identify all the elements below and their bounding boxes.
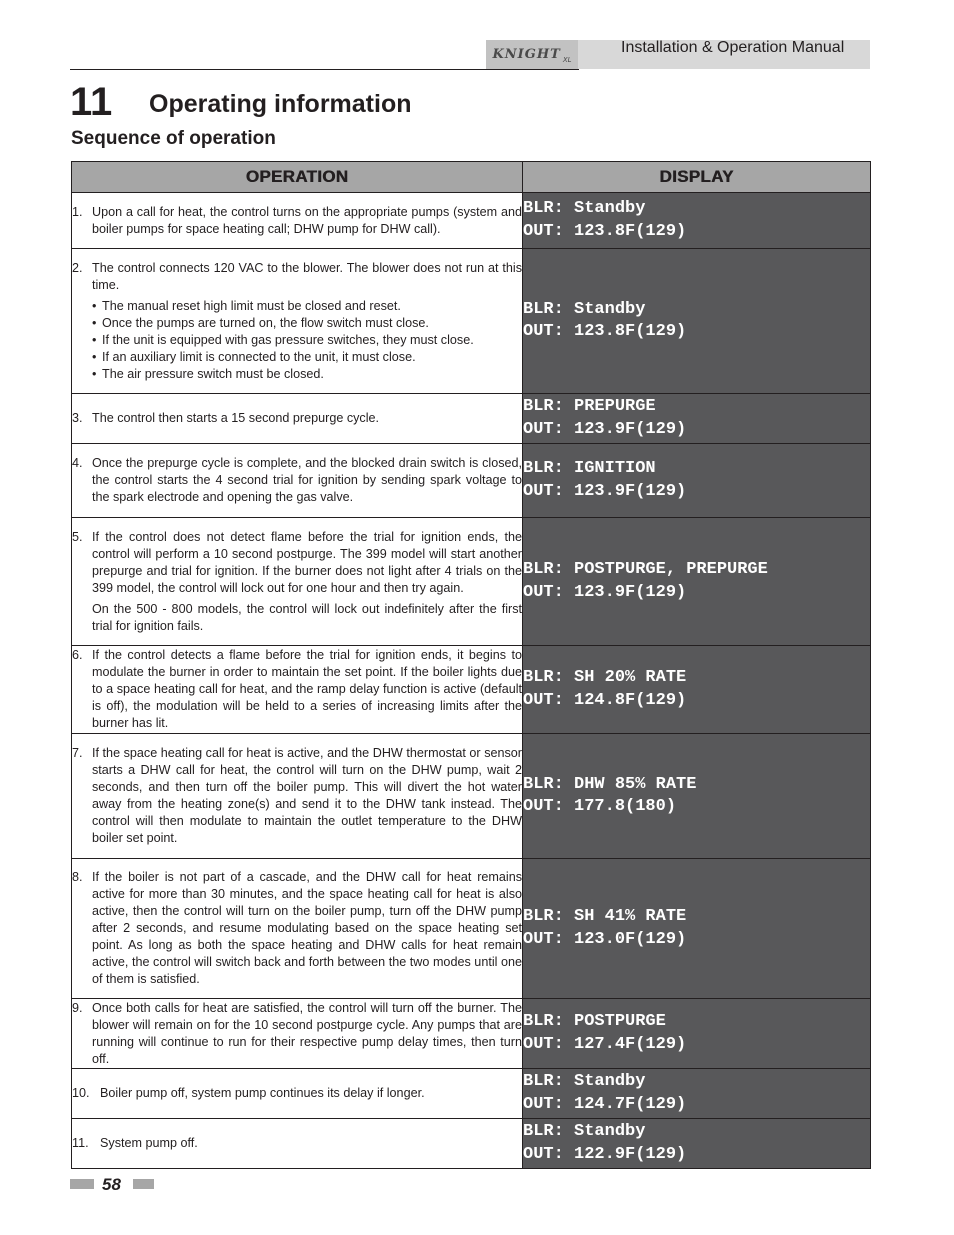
step-number: 7. <box>72 746 83 760</box>
operation-cell <box>72 999 523 1069</box>
display-readout: BLR: Standby OUT: 123.8F(129) <box>523 249 871 394</box>
step-number: 3. <box>72 411 83 425</box>
operation-cell <box>72 518 523 646</box>
display-readout: BLR: Standby OUT: 123.8F(129) <box>523 193 871 249</box>
display-readout: BLR: SH 20% RATE OUT: 124.8F(129) <box>523 646 871 734</box>
display-readout: BLR: SH 41% RATE OUT: 123.0F(129) <box>523 859 871 999</box>
step-number: 10. <box>72 1086 90 1100</box>
operation-cell <box>72 1119 523 1169</box>
page-number: 58 <box>102 1175 121 1194</box>
step-number: 11. <box>72 1136 89 1150</box>
display-readout: BLR: Standby OUT: 124.7F(129) <box>523 1069 871 1119</box>
column-header-display: DISPLAY <box>523 162 871 193</box>
step-text: The control connects 120 VAC to the blower. The blower does not run at this time. <box>92 260 522 292</box>
step-number: 4. <box>72 456 83 470</box>
operation-cell <box>72 1069 523 1119</box>
step-number: 1. <box>72 204 83 219</box>
step-text: Boiler pump off, system pump continues its delay if longer. <box>100 1086 425 1100</box>
table-row <box>72 734 871 859</box>
table-row <box>72 518 871 646</box>
table-row <box>72 193 871 249</box>
list-item: • The manual reset high limit must be closed and reset. <box>92 298 401 313</box>
operation-cell <box>72 444 523 518</box>
table-row <box>72 394 871 444</box>
display-readout: BLR: POSTPURGE OUT: 127.4F(129) <box>523 999 871 1069</box>
step-text: Once the prepurge cycle is complete, and the blocked drain switch is closed, the control starts the 4 second trial for ignition by sending spark voltage to the spark electrode and opening the gas valve. <box>92 456 522 504</box>
table-row <box>72 1119 871 1169</box>
operation-cell <box>72 734 523 859</box>
operation-cell <box>72 193 523 249</box>
header-divider <box>70 69 579 70</box>
section-title: Sequence of operation <box>71 128 276 149</box>
footer-bar-right <box>133 1179 154 1189</box>
display-readout: BLR: Standby OUT: 122.9F(129) <box>523 1119 871 1169</box>
step-text: If the control does not detect flame before the trial for ignition ends, the control will perform a 10 second postpurge. The 399 model will start another prepurge and trial for ignition. If the burner does not light after 4 trials on the 399 model, the control will lock out for one hour and then try again. <box>92 529 522 595</box>
table-row <box>72 646 871 734</box>
step-text: System pump off. <box>100 1136 198 1150</box>
list-item: • Once the pumps are turned on, the flow switch must close. <box>92 315 429 330</box>
step-number: 6. <box>72 648 83 662</box>
list-item: • If the unit is equipped with gas pressure switches, they must close. <box>92 332 474 347</box>
step-note: On the 500 - 800 models, the control will lock out indefinitely after the first trial for ignition fails. <box>92 601 522 633</box>
manual-title: Installation & Operation Manual <box>621 39 845 56</box>
chapter-number: 11 <box>70 80 113 124</box>
display-readout: BLR: DHW 85% RATE OUT: 177.8(180) <box>523 734 871 859</box>
display-readout: BLR: POSTPURGE, PREPURGE OUT: 123.9F(129) <box>523 518 871 646</box>
step-number: 8. <box>72 870 83 884</box>
step-text: If the boiler is not part of a cascade, and the DHW call for heat remains active for more than 30 minutes, and the space heating call for heat is also active, then the control will turn on the boiler pump, turn off the DHW pump after 2 seconds, and resume modulating based on the space heating set point. As long as both the space heating and DHW calls for heat remain active, the control will switch back and forth between the two modes until one of them is satisfied. <box>92 870 522 986</box>
logo-text: KNIGHT <box>492 47 561 62</box>
brand-logo <box>486 40 578 69</box>
operation-cell <box>72 646 523 734</box>
table-row <box>72 999 871 1069</box>
sequence-table <box>71 161 871 1169</box>
display-readout: BLR: PREPURGE OUT: 123.9F(129) <box>523 394 871 444</box>
step-text: The control then starts a 15 second prepurge cycle. <box>92 411 380 425</box>
requirement-list <box>92 298 522 383</box>
logo-subtext: XL <box>562 55 572 64</box>
step-number: 2. <box>72 260 83 275</box>
table-row <box>72 249 871 394</box>
step-text: If the space heating call for heat is active, and the DHW thermostat or sensor starts a DHW call for heat, the control will turn on the DHW pump, wait 2 seconds, and then turn off the boiler pump. This will divert the hot water away from the heating zone(s) and send it to the DHW tank instead. The control will then modulate to maintain the outlet temperature to the DHW boiler set point. <box>92 746 522 845</box>
list-item: • The air pressure switch must be closed. <box>92 366 324 381</box>
operation-cell <box>72 394 523 444</box>
step-number: 9. <box>72 1000 83 1015</box>
step-number: 5. <box>72 529 83 544</box>
chapter-title: Operating information <box>149 90 412 118</box>
display-readout: BLR: IGNITION OUT: 123.9F(129) <box>523 444 871 518</box>
table-row <box>72 1069 871 1119</box>
operation-cell <box>72 249 523 394</box>
table-row <box>72 444 871 518</box>
table-header-row <box>72 162 871 193</box>
table-row <box>72 859 871 999</box>
column-header-operation: OPERATION <box>72 162 523 193</box>
step-text: Once both calls for heat are satisfied, the control will turn off the burner. The blower will remain on for the 10 second postpurge cycle. Any pumps that are running will continue to run for their respective pump delay times, then turn off. <box>92 1000 522 1066</box>
list-item: • If an auxiliary limit is connected to the unit, it must close. <box>92 349 416 364</box>
footer-bar-left <box>70 1179 94 1189</box>
operation-cell <box>72 859 523 999</box>
step-text: Upon a call for heat, the control turns on the appropriate pumps (system and boiler pumps for space heating call; DHW pump for DHW call). <box>92 204 522 236</box>
step-text: If the control detects a flame before the trial for ignition ends, it begins to modulate the burner in order to maintain the set point. If the boiler lights due to a space heating call for heat, and the ramp delay function is active (default is off), the modulation will be held to a series of increasing limits after the burner has lit. <box>92 648 522 730</box>
